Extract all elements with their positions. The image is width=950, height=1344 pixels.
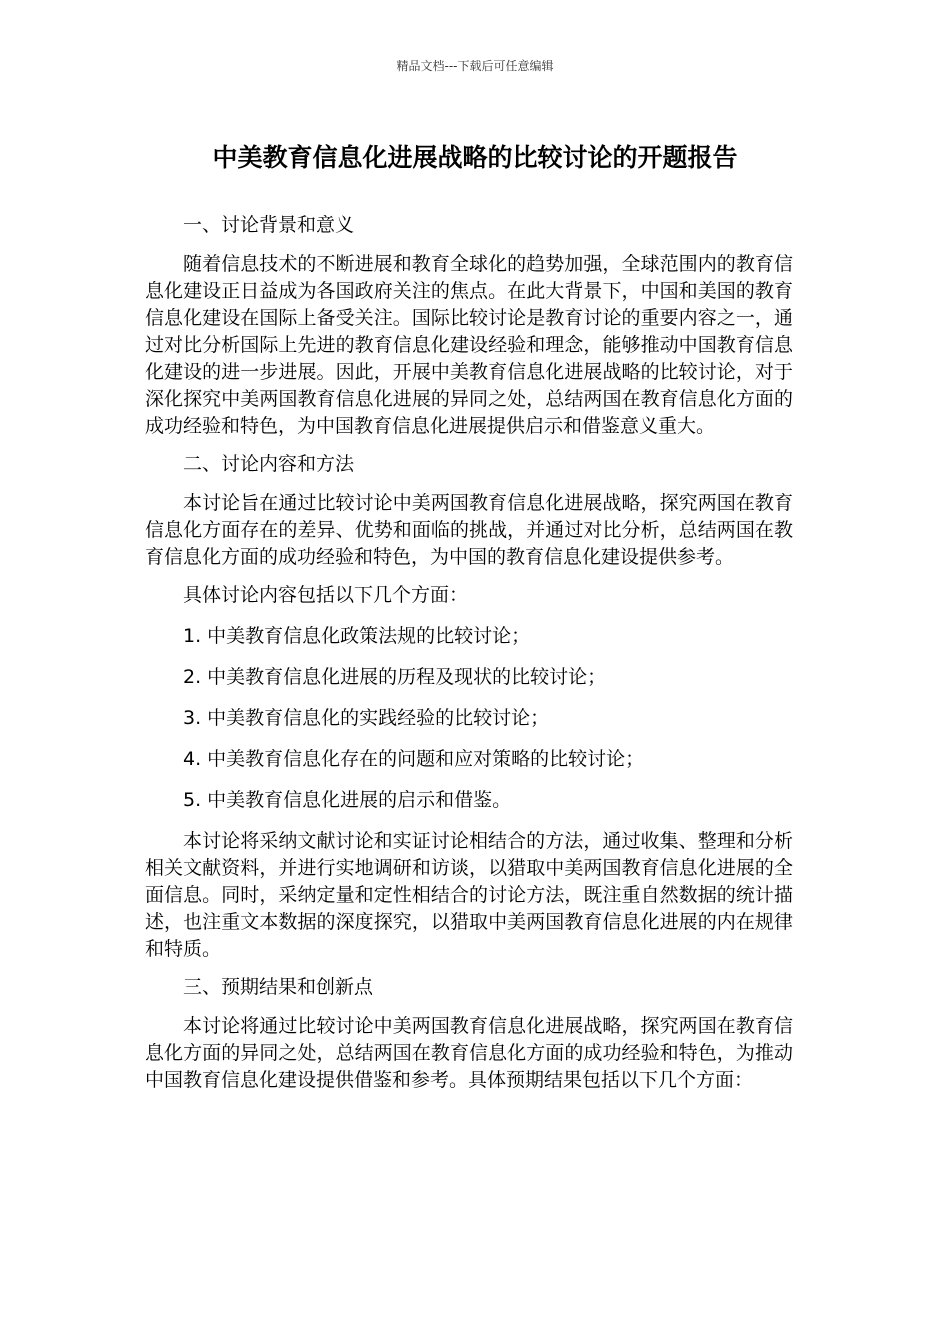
paragraph-background: 随着信息技术的不断进展和教育全球化的趋势加强，全球范围内的教育信息化建设正日益成为各国政府关注的焦点。在此大背景下，中国和美国的教育信息化建设在国际上备受关注。国际比较讨论是教育讨论的重要内容之一，通过对比分析国际上先进的教育信息化建设经验和理念，能够推动中国教育信息化建设的进一步进展。因此，开展中美教育信息化进展战略的比较讨论，对于深化探究中美两国教育信息化进展的异同之处，总结两国在教育信息化方面的成功经验和特色，为中国教育信息化进展提供启示和借鉴意义重大。 bbox=[145, 253, 793, 437]
paragraph-method: 本讨论将采纳文献讨论和实证讨论相结合的方法，通过收集、整理和分析相关文献资料，并进行实地调研和访谈，以猎取中美两国教育信息化进展的全面信息。同时，采纳定量和定性相结合的讨论方法，既注重自然数据的统计描述，也注重文本数据的深度探究，以猎取中美两国教育信息化进展的内在规律和特质。 bbox=[145, 830, 793, 960]
list-item: 1. 中美教育信息化政策法规的比较讨论； bbox=[183, 625, 531, 647]
paragraph-results: 本讨论将通过比较讨论中美两国教育信息化进展战略，探究两国在教育信息化方面的异同之处，总结两国在教育信息化方面的成功经验和特色，为推动中国教育信息化建设提供借鉴和参考。具体预期结果包括以下几个方面： bbox=[145, 1015, 793, 1091]
section-heading-background: 一、讨论背景和意义 bbox=[183, 214, 355, 236]
paragraph-content-aim: 本讨论旨在通过比较讨论中美两国教育信息化进展战略，探究两国在教育信息化方面存在的差异、优势和面临的挑战，并通过对比分析，总结两国在教育信息化方面的成功经验和特色，为中国的教育信息化建设提供参考。 bbox=[145, 492, 793, 568]
list-item: 5. 中美教育信息化进展的启示和借鉴。 bbox=[183, 789, 512, 811]
list-item: 2. 中美教育信息化进展的历程及现状的比较讨论； bbox=[183, 666, 607, 688]
list-item: 4. 中美教育信息化存在的问题和应对策略的比较讨论； bbox=[183, 748, 645, 770]
header-note: 精品文档---下载后可任意编辑 bbox=[396, 59, 554, 73]
section-heading-results: 三、预期结果和创新点 bbox=[183, 976, 374, 998]
section-heading-content-method: 二、讨论内容和方法 bbox=[183, 453, 355, 475]
list-item: 3. 中美教育信息化的实践经验的比较讨论； bbox=[183, 707, 550, 729]
paragraph-content-intro: 具体讨论内容包括以下几个方面： bbox=[183, 584, 469, 606]
document-title: 中美教育信息化进展战略的比较讨论的开题报告 bbox=[212, 143, 738, 172]
document-body bbox=[145, 212, 793, 1094]
